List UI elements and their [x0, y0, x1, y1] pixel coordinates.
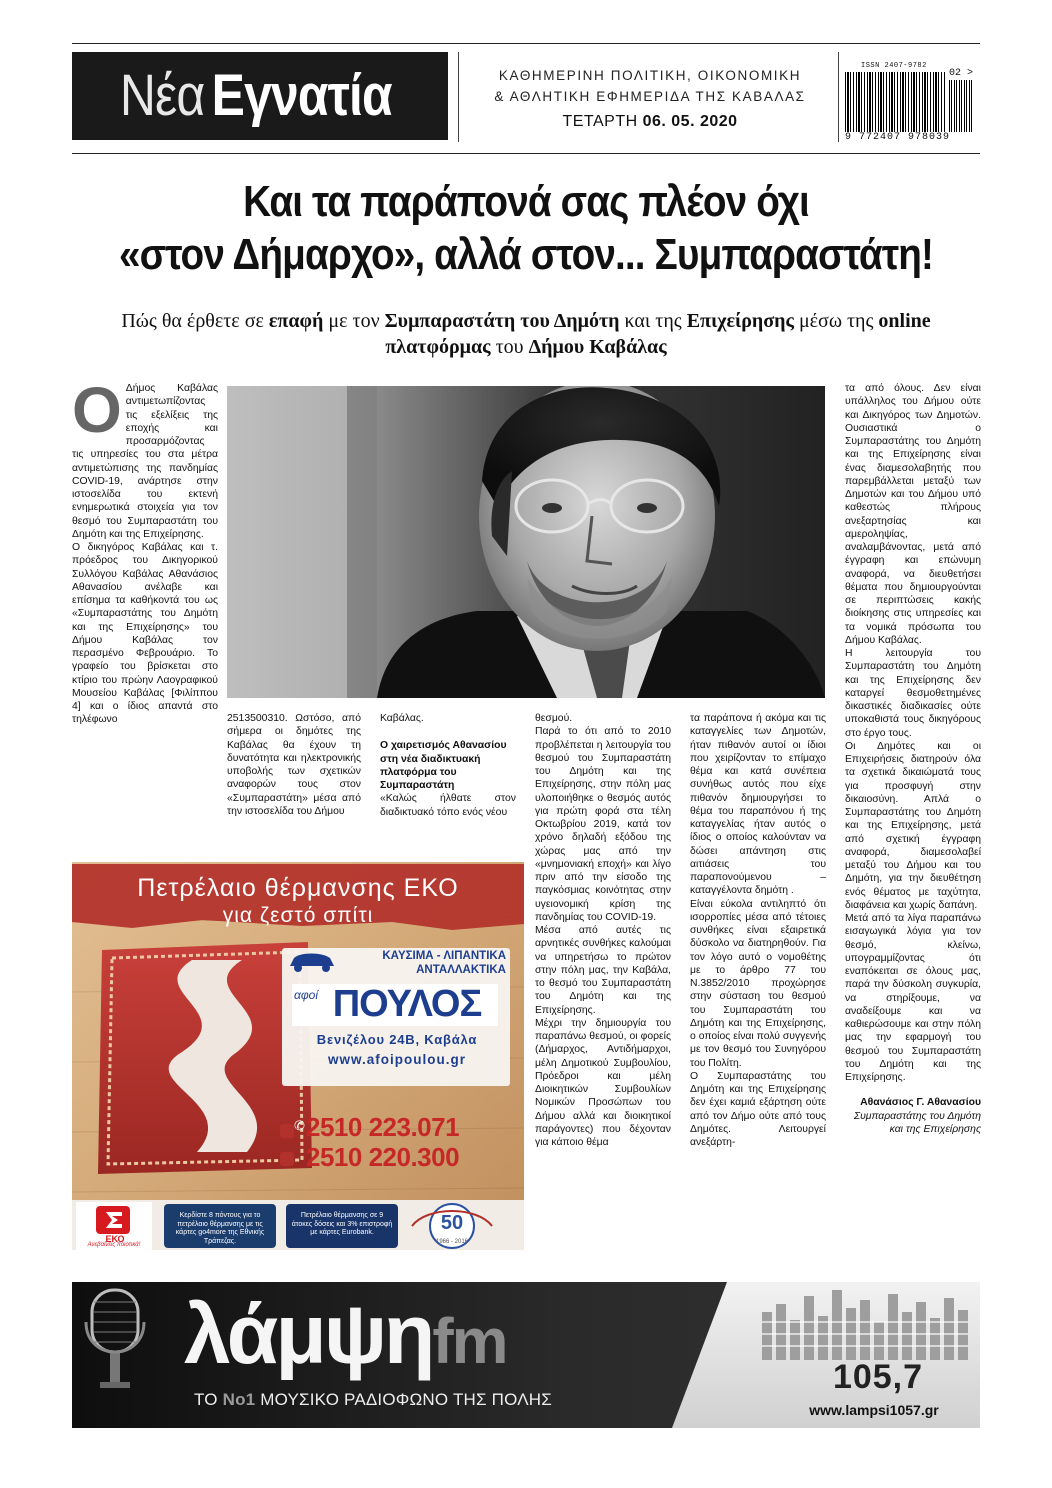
subhead-bold: επαφή: [268, 310, 324, 332]
ad-promo-nbg: Κερδίστε 8 πόντους για το πετρέλαιο θέρμανσης με τις κάρτες go4more της Εθνικής Τράπεζας.: [175, 1212, 265, 1245]
ad-category: ΚΑΥΣΙΜΑ - ΛΙΠΑΝΤΙΚΑ: [382, 950, 506, 962]
section-subheading: Ο χαιρετισμός Αθανασίου στη νέα διαδικτυακή πλατφόρμα του Συμπαραστάτη: [380, 740, 507, 791]
paragraph: Δήμος Καβάλας αντιμετωπίζοντας τις εξελίξεις της εποχής και προσαρμόζοντας τις υπηρεσίες του στα μέτρα αντιμετώπισης της πανδημίας COVID-19, ανάρτησε στην ιστοσελίδα του εκτενή ενημερωτικά στοιχεία για τον θεσμό του Συμπαραστάτη του Δημότη και της Επιχείρησης.: [72, 383, 218, 540]
portrait-photo-image: [227, 386, 825, 698]
ad-phone-1[interactable]: 2510 223.071: [306, 1112, 460, 1142]
subhead-bold: Επιχείρησης: [686, 310, 794, 332]
article-column-4: [535, 712, 671, 1149]
signature-role-line1: Συμπαραστάτης του Δημότη: [853, 1110, 981, 1122]
issue-date: [470, 113, 830, 131]
article-subheadline: [80, 308, 972, 361]
masthead-top-rule: [72, 43, 980, 44]
paragraph: Ο δικηγόρος Καβάλας και τ. πρόεδρος του Δικηγορικού Συλλόγου Καβάλας Αθανάσιος Αθανασίου ανέλαβε και επίσημα τα καθήκοντά του ως «Συμπαραστάτης του Δημότη και της Επιχείρησης» του Δήμου Καβάλας τον περασμένο Φεβρουάριο. Το γραφείο του βρίσκεται στο κτίριο του πρώην Λαογραφικού Μουσείου Καβάλας [Φιλίππου 4] και ο ίδιος απαντά στο τηλέφωνο: [72, 542, 218, 726]
barcode-bars: [845, 72, 945, 132]
ad-title-line1: Πετρέλαιο θέρμανσης ΕΚΟ: [137, 874, 459, 902]
phone-icon: ✆: [294, 1118, 305, 1133]
issn-text: ISSN 2407-9782: [861, 62, 927, 70]
masthead-separator-right: [838, 52, 839, 142]
advertisement-eko-heating-oil[interactable]: [72, 862, 524, 1250]
paragraph: Παρά το ότι από το 2010 προβλέπεται η λειτουργία του θεσμού του Συμπαραστάτη του Δημότη και της Επιχείρησης, στην πόλη μας υλοποιήθηκε ο θεσμός αυτός για πρώτη φορά στα τέλη Οκτωβρίου 2019, κατά τον χρόνο δηλαδή εξόδου της χώρας μας από την «μνημονιακή εποχή» και λίγο πριν από την είσοδο της παγκόσμιας κοινότητας στην υγειονομική κρίση της πανδημίας του COVID-19.: [535, 726, 671, 923]
paragraph: Μέσα από αυτές τις αρνητικές συνθήκες καλούμαι να υπηρετήσω το πρώτον στην πόλη μας, την Καβάλα, το θεσμό του Συμπαραστάτη του Δημότη και της Επιχείρησης.: [535, 925, 671, 1016]
drop-cap: Ο: [72, 374, 122, 446]
radio-name: [184, 1286, 507, 1383]
masthead-bottom-rule: [72, 153, 980, 154]
article-photo: [227, 386, 825, 698]
paragraph: «Καλώς ήλθατε στον διαδικτυακό τόπο ενός νέου: [380, 793, 516, 818]
article-column-2: [227, 712, 361, 818]
radio-name-suffix: fm: [432, 1305, 507, 1377]
radio-name-main: λάμψη: [184, 1287, 433, 1381]
masthead-separator-left: [458, 52, 459, 142]
barcode-addon-bars: [949, 80, 973, 132]
tagline-line1: ΚΑΘΗΜΕΡΙΝΗ ΠΟΛΙΤΙΚΗ, ΟΙΚΟΝΟΜΙΚΗ: [498, 68, 802, 83]
ad-website[interactable]: www.afoipoulou.gr: [328, 1052, 466, 1067]
radio-slogan-no1: No1: [222, 1390, 256, 1409]
ad-brand-name: ΠΟΥΛΟΣ: [332, 983, 482, 1025]
issue-addon-number: 02 >: [949, 68, 974, 79]
eko-slogan: Ανεβαίνεις ποιοτικά!: [87, 1242, 141, 1248]
radio-slogan: [194, 1390, 552, 1410]
ad-phone-2[interactable]: 2510 220.300: [306, 1142, 460, 1172]
radio-frequency: 105,7: [832, 1358, 924, 1396]
subhead-text: και της: [619, 310, 687, 332]
barcode-number: 9 772407 978039: [845, 132, 951, 143]
subhead-text: του: [490, 336, 529, 359]
paragraph: Οι Δημότες και οι Επιχειρήσεις διατηρούν όλα τα σχετικά δικαιώματά τους για προσφυγή στην δικαιοσύνη. Απλά ο Συμπαραστάτης του Δημότη και της Επιχείρησης, μετά από σχετική έγγραφη αναφορά, διαμεσολαβεί μεταξύ του Δήμου και του Δημότη, για την διευθέτηση ενός θέματος με ταχύτητα, διαφάνεια και χωρίς δαπάνη.: [845, 740, 981, 911]
radio-website[interactable]: www.lampsi1057.gr: [809, 1402, 939, 1418]
signature-name: [845, 1096, 981, 1109]
signature-name-text: Αθανάσιος Γ. Αθανασίου: [860, 1097, 981, 1109]
paragraph: Είναι εύκολα αντιληπτό ότι ισορροπίες μέσα από τέτοιες συνθήκες είναι εξαιρετικά δύσκολο να διατηρηθούν. Για τον λόγο αυτό ο νομοθέτης με το άρθρο 77 του Ν.3852/2010 προχώρησε στην σύσταση του θεσμού του Συμπαραστάτη του Δημότη και της Επιχείρησης, ο οποίος είναι πολύ συγγενής με τον θεσμό του Συνηγόρου του Πολίτη.: [690, 898, 826, 1069]
paragraph: Μετά από τα λίγα παραπάνω εισαγωγικά λόγια για τον θεσμό, κλείνω, υπογραμμίζοντας ότι εναπόκειται σε όλους μας, παρά την δύσκολη συγκυρία, να στηρίξουμε, να αναδείξουμε και να καθιερώσουμε και στην πόλη μας την εφαρμογή του θεσμού του Συμπαραστάτη του Δημότη και της Επιχείρησης.: [845, 913, 981, 1083]
eko-logo-label: ΕΚΟ: [105, 1234, 125, 1244]
tagline-line2: & ΑΘΛΗΤΙΚΗ ΕΦΗΜΕΡΙΔΑ ΤΗΣ ΚΑΒΑΛΑΣ: [494, 89, 806, 104]
radio-slogan-text: ΤΟ: [194, 1390, 223, 1409]
issue-date-value: 06. 05. 2020: [642, 113, 738, 130]
paragraph: τα από όλους. Δεν είναι υπάλληλος του Δήμου ούτε και Δικηγόρος των Δημοτών. Ουσιαστικά ο Συμπαραστάτης του Δημότη και της Επιχείρησης είναι ένας διαμεσολαβητής που παρεμβάλλεται μεταξύ των Δημοτών και του Δήμου υπό καθεστώς πλήρους ανεξαρτησίας και αμεροληψίας, αναλαμβάνοντας, μετά από έγγραφη και επώνυμη αναφορά, να διευθετήσει θέματα που δημιουργούνται σε περιπτώσεις κακής διοίκησης στις υπηρεσίες και τα νομικά πρόσωπα του Δήμου Καβάλας.: [845, 383, 981, 646]
advertisement-lampsi-fm[interactable]: [72, 1282, 980, 1428]
ad-category-2: ΑΝΤΑΛΛΑΚΤΙΚΑ: [416, 964, 506, 976]
paragraph: Μέχρι την δημιουργία του παραπάνω θεσμού, οι φορείς (Δήμαρχος, Αντιδήμαρχοι, μέλη Δημοτικού Συμβουλίου, Πρόεδροι και μέλη Διοικητικών Συμβουλίων Νομικών Προσώπων του Δήμου αλλά και διοικητικοί παράγοντες) που δέχονταν για κάποιο θέμα: [535, 1017, 671, 1148]
logo-bold-text: Εγνατία: [212, 63, 393, 128]
article-column-1: [72, 374, 218, 727]
subhead-text: με τον: [323, 310, 385, 332]
ad-brand-prefix: αφοί: [294, 988, 319, 1002]
issn-barcode: [845, 62, 977, 150]
ad-title-line2: για ζεστό σπίτι: [222, 904, 374, 927]
article-column-6: [845, 382, 981, 1136]
newspaper-logo[interactable]: [72, 52, 448, 140]
subhead-bold: Συμπαραστάτη του Δημότη: [384, 310, 620, 332]
subhead-text: μέσω της: [793, 310, 879, 332]
signature-role: [845, 1110, 981, 1123]
subhead-bold: πλατφόρμας: [385, 336, 491, 359]
paragraph: Ο Συμπαραστάτης του Δημότη και της Επιχείρησης δεν έχει καμιά εξάρτηση ούτε από τον Δήμο ούτε από τους Δημότες. Λειτουργεί ανεξάρτη-: [690, 1070, 826, 1148]
article-headline: [98, 176, 953, 282]
paragraph: θεσμού.: [535, 713, 573, 724]
headline-line1: Και τα παράπονά σας πλέον όχι: [243, 177, 809, 226]
subhead-text: Πώς θα έρθετε σε: [121, 310, 269, 332]
paragraph: τα παράπονα ή ακόμα και τις καταγγελίες των Δημοτών, ήταν πιθανόν αυτοί οι ίδιοι που χειρίζονταν το επίμαχο θέμα και κατά συνέπεια συνήθως αυτός που είχε πιθανόν δημιουργήσει το θέμα του παραπόνου ή της καταγγελίας ήταν αυτός ο ίδιος ο οποίος καλούνταν να δώσει απάντηση στις αιτιάσεις του παραπονούμενου – καταγγέλοντα δημότη .: [690, 713, 826, 897]
headline-line2: «στον Δήμαρχο», αλλά στον... Συμπαραστάτη!: [118, 229, 934, 279]
paragraph: Καβάλας.: [380, 713, 424, 724]
logo-light-text: Νέα: [119, 63, 205, 128]
signature-role-line2: και της Επιχείρησης: [889, 1123, 981, 1135]
subhead-bold: online: [878, 310, 931, 332]
anniversary-years: 1966 - 2016: [435, 1239, 469, 1245]
paragraph: 2513500310. Ωστόσο, από σήμερα οι δημότες της Καβάλας θα έχουν τη δυνατότητα και ηλεκτρονικής υποβολής των σχετικών αναφορών τους στον «Συμπαραστάτη» μέσα από την ιστοσελίδα του Δήμου: [227, 713, 361, 817]
ad-promo-eurobank: Πετρέλαιο θέρμανσης σε 9 άτοκες δόσεις και 3% επιστροφή με κάρτες Eurobank.: [291, 1212, 393, 1236]
article-column-3: [380, 712, 516, 819]
issue-day: ΤΕΤΑΡΤΗ: [562, 113, 638, 130]
subhead-bold: Δήμου Καβάλας: [528, 336, 667, 359]
signature-role: [845, 1123, 981, 1136]
anniversary-number: 50: [440, 1212, 464, 1234]
radio-slogan-text: ΜΟΥΣΙΚΟ ΡΑΔΙΟΦΩΝΟ ΤΗΣ ΠΟΛΗΣ: [255, 1390, 552, 1409]
ad-address: Βενιζέλου 24Β, Καβάλα: [316, 1032, 478, 1047]
paragraph: Η λειτουργία του Συμπαραστάτη του Δημότη και της Επιχείρησης δεν καταργεί θεσμοθετημένες δικαστικές διαδικασίες ούτε υποκαθιστά τους δικηγόρους στο έργο τους.: [845, 648, 981, 739]
article-column-5: [690, 712, 826, 1149]
